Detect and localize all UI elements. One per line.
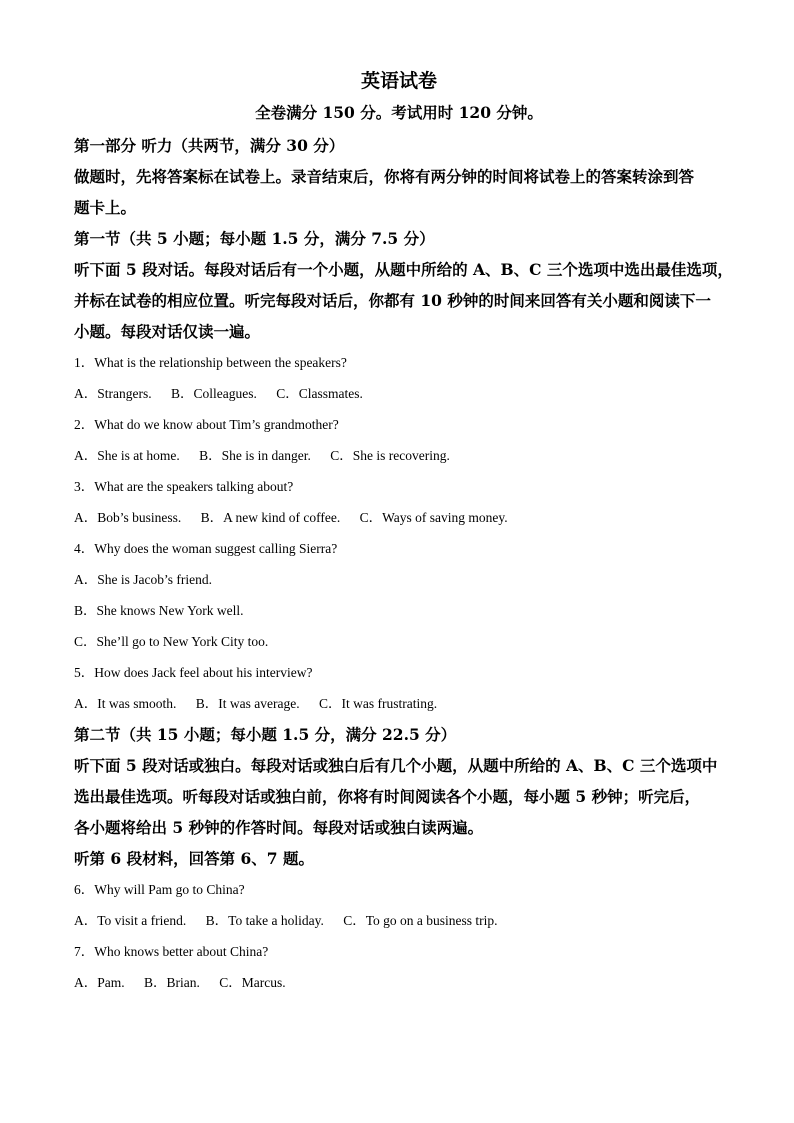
option-c: C．She is recovering. xyxy=(330,448,450,463)
section1-instructions xyxy=(74,254,733,347)
question-4: 4．Why does the woman suggest calling Sierra? xyxy=(74,541,338,556)
question-1-options xyxy=(74,378,724,409)
question-1: 1．What is the relationship between the speakers? xyxy=(74,355,347,370)
instruction-line: 并标在试卷的相应位置。听完每段对话后，你都有 10 秒钟的时间来回答有关小题和阅读下一 xyxy=(74,291,711,310)
option-b: B．A new kind of coffee. xyxy=(200,510,341,525)
exam-page xyxy=(74,66,733,998)
option-a: A．She is at home. xyxy=(74,448,180,463)
option-b: B．She knows New York well. xyxy=(74,603,244,618)
question-2: 2．What do we know about Tim’s grandmother? xyxy=(74,417,339,432)
option-c: C．Classmates. xyxy=(276,386,363,401)
option-c: C．It was frustrating. xyxy=(318,696,438,711)
part1-heading: 第一部分 听力（共两节，满分 30 分） xyxy=(74,136,345,155)
option-c: C．She’ll go to New York City too. xyxy=(74,634,269,649)
option-c: C．To go on a business trip. xyxy=(343,913,498,928)
option-a: A．To visit a friend. xyxy=(74,913,187,928)
section1-heading: 第一节（共 5 小题；每小题 1.5 分，满分 7.5 分） xyxy=(74,229,435,248)
instruction-line: 各小题将给出 5 秒钟的作答时间。每段对话或独白读两遍。 xyxy=(74,818,484,837)
instruction-line: 题卡上。 xyxy=(74,198,137,217)
question-3: 3．What are the speakers talking about? xyxy=(74,479,294,494)
exam-title: 英语试卷 xyxy=(360,70,437,92)
question-7-options xyxy=(74,967,724,998)
option-c: C．Ways of saving money. xyxy=(359,510,508,525)
instruction-line: 听下面 5 段对话。每段对话后有一个小题，从题中所给的 A、B、C 三个选项中选出最佳选项， xyxy=(74,260,733,279)
instruction-line: 选出最佳选项。听每段对话或独白前，你将有时间阅读各个小题，每小题 5 秒钟；听完后， xyxy=(74,787,701,806)
option-c: C．Marcus. xyxy=(219,975,286,990)
part1-instructions xyxy=(74,161,724,223)
question-2-options xyxy=(74,440,724,471)
question-7: 7．Who knows better about China? xyxy=(74,944,269,959)
option-b: B．To take a holiday. xyxy=(205,913,324,928)
option-a: A．Bob’s business. xyxy=(74,510,182,525)
section2-heading: 第二节（共 15 小题；每小题 1.5 分，满分 22.5 分） xyxy=(74,725,457,744)
question-3-options xyxy=(74,502,724,533)
instruction-line: 小题。每段对话仅读一遍。 xyxy=(74,322,261,341)
instruction-line: 听下面 5 段对话或独白。每段对话或独白后有几个小题，从题中所给的 A、B、C 三个选项中 xyxy=(74,756,718,775)
section2-instructions xyxy=(74,750,724,843)
question-6-options xyxy=(74,905,724,936)
instruction-line: 做题时，先将答案标在试卷上。录音结束后，你将有两分钟的时间将试卷上的答案转涂到答 xyxy=(74,167,695,186)
option-a: A．Strangers. xyxy=(74,386,152,401)
option-b: B．Brian. xyxy=(144,975,200,990)
option-b: B．It was average. xyxy=(195,696,300,711)
option-a: A．She is Jacob’s friend. xyxy=(74,572,212,587)
material-6-heading: 听第 6 段材料，回答第 6、7 题。 xyxy=(74,849,314,868)
question-5-options xyxy=(74,688,724,719)
exam-subtitle: 全卷满分 150 分。考试用时 120 分钟。 xyxy=(255,103,543,122)
option-a: A．Pam. xyxy=(74,975,125,990)
option-b: B．She is in danger. xyxy=(199,448,311,463)
option-b: B．Colleagues. xyxy=(171,386,257,401)
question-6: 6．Why will Pam go to China? xyxy=(74,882,245,897)
question-5: 5．How does Jack feel about his interview? xyxy=(74,665,313,680)
option-a: A．It was smooth. xyxy=(74,696,177,711)
